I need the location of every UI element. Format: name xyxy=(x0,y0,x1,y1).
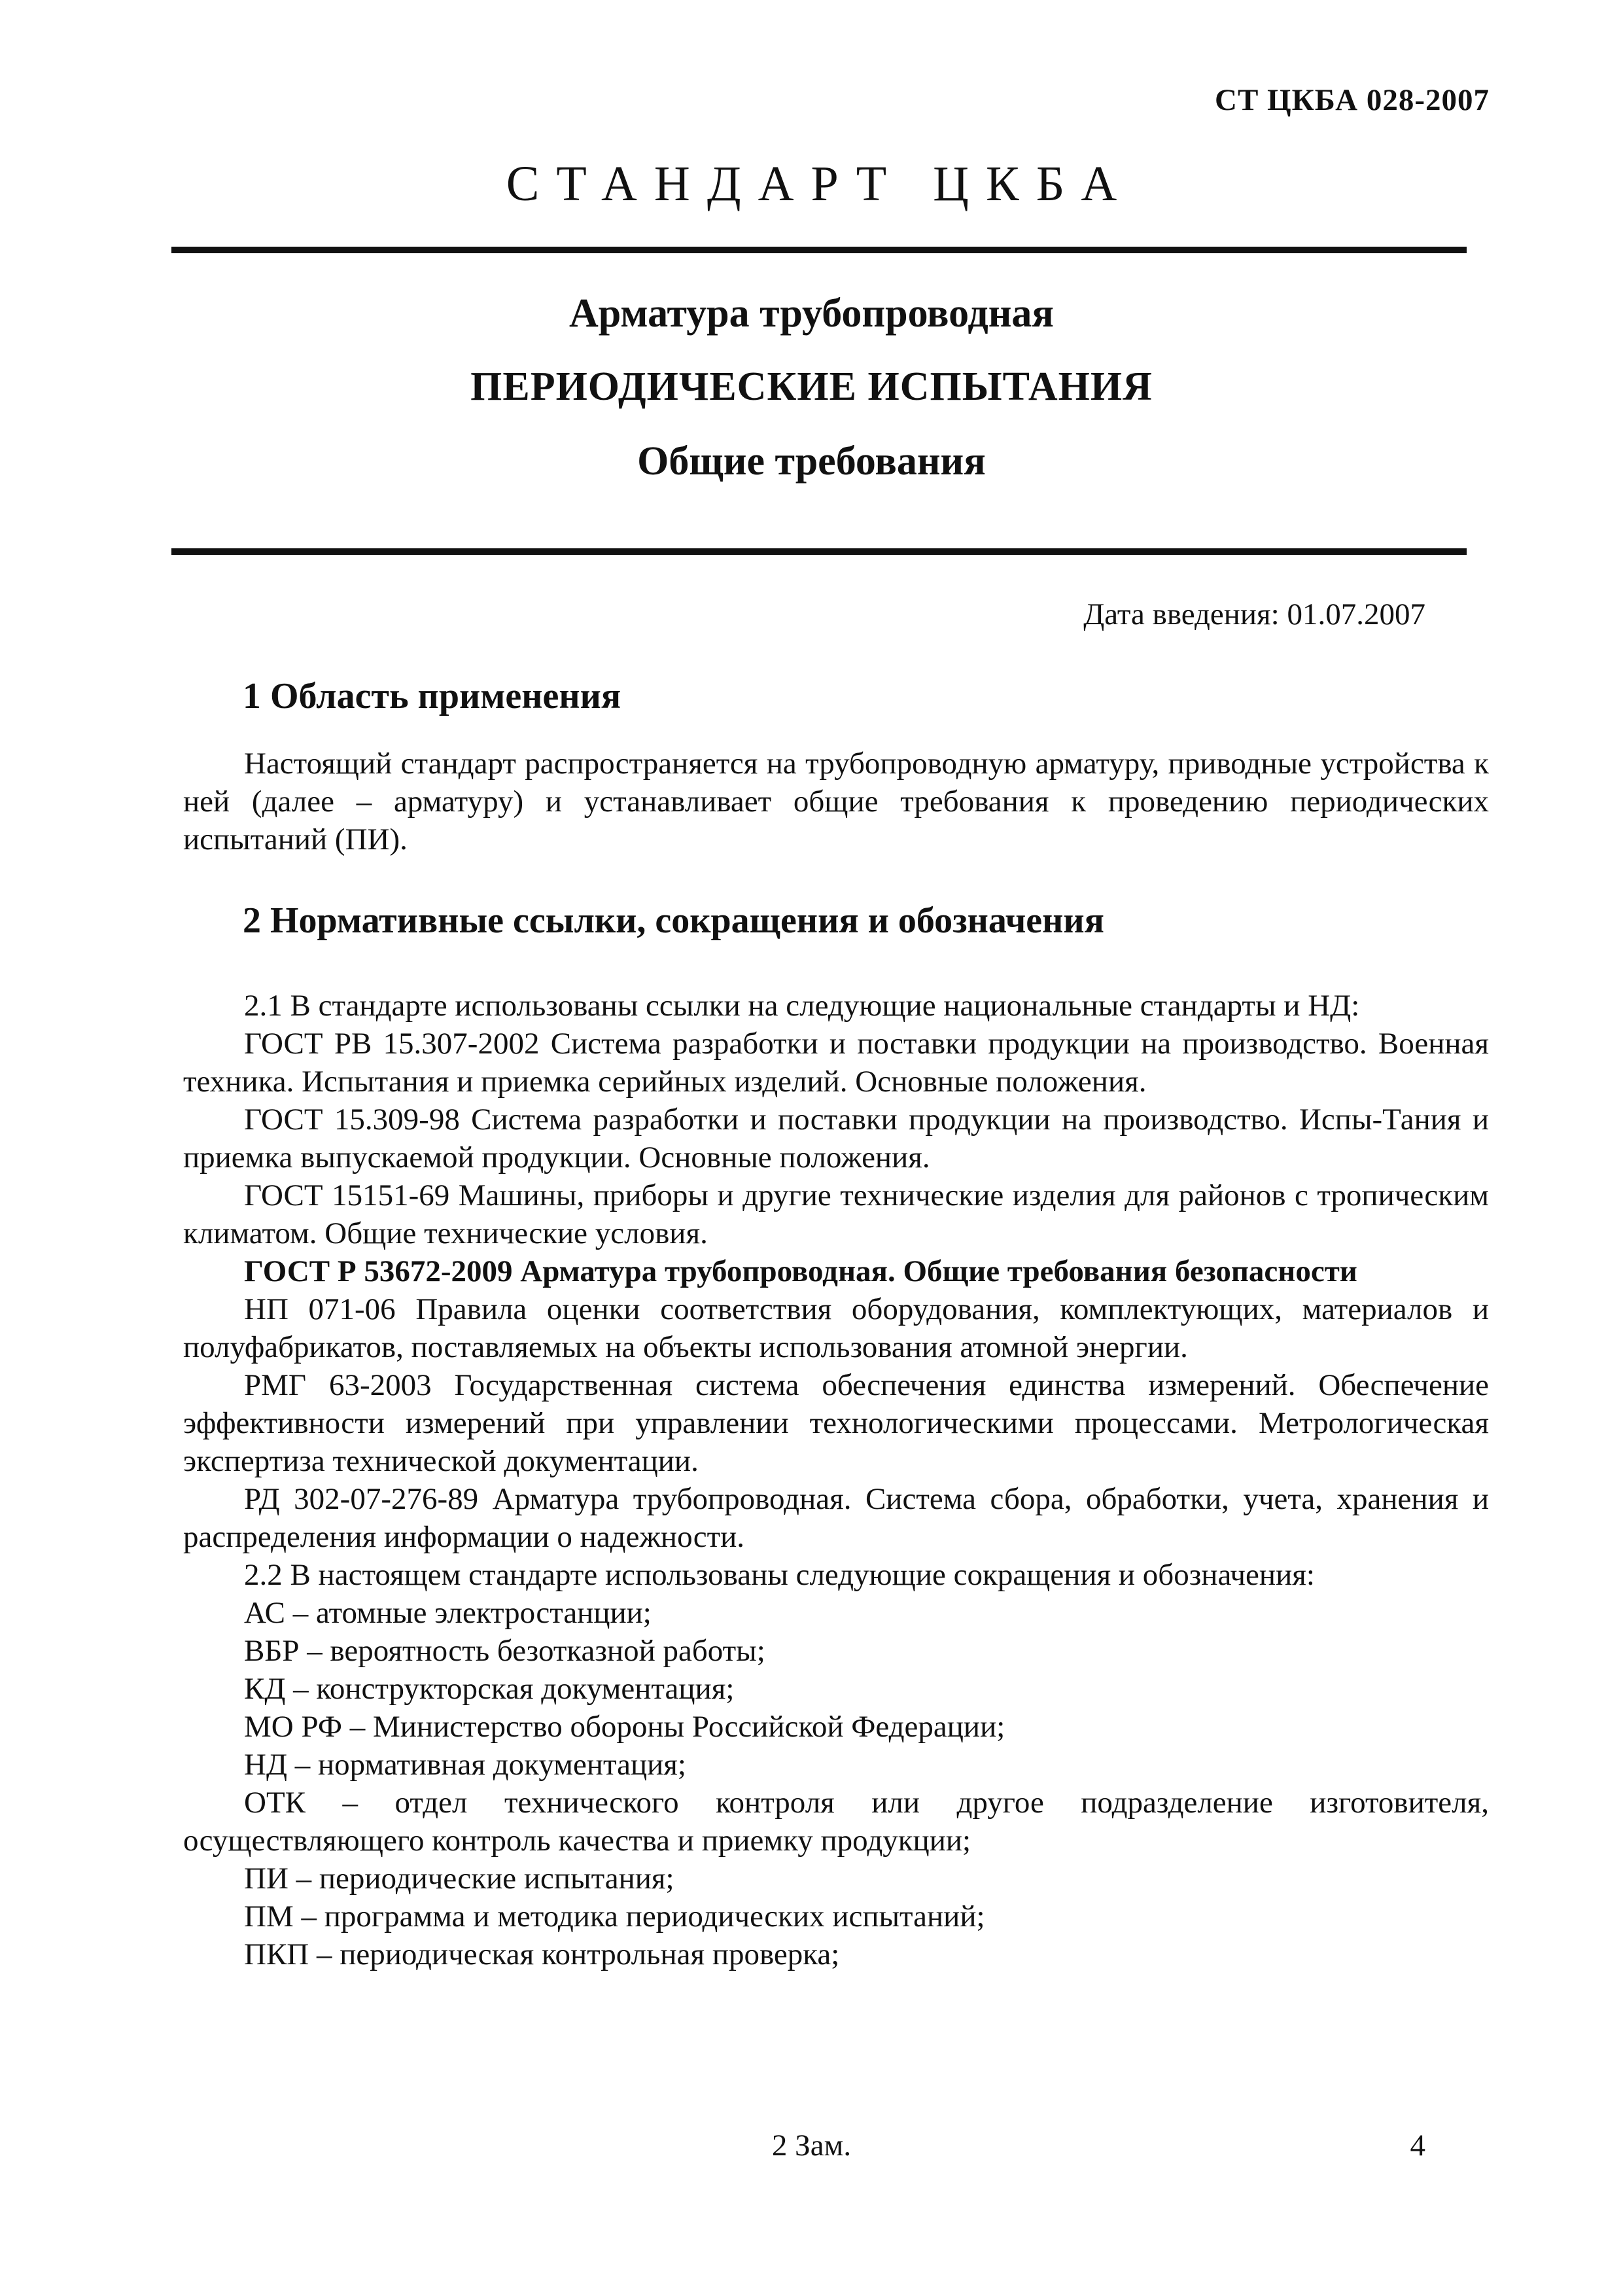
reference-item: РМГ 63-2003 Государственная система обеспечения единства измерений. Обеспечение эффективности измерений при управлении технологическими процессами. Метрологическая экспертиза технической документации. xyxy=(183,1368,1489,1478)
paragraph: 2.1 В стандарте использованы ссылки на следующие национальные стандарты и НД: xyxy=(244,989,1360,1023)
section-2-body xyxy=(183,987,1489,1973)
test-type-title: ПЕРИОДИЧЕСКИЕ ИСПЫТАНИЯ xyxy=(470,364,1153,409)
reference-item: НП 071-06 Правила оценки соответствия оборудования, комплектующих, материалов и полуфабрикатов, поставляемых на объекты использования атомной энергии. xyxy=(183,1292,1489,1364)
reference-item: ГОСТ Р 53672-2009 Арматура трубопроводная. Общие требования безопасности xyxy=(244,1254,1357,1288)
abbreviation-item: КД – конструкторская документация; xyxy=(244,1672,735,1706)
introduction-date: Дата введения: 01.07.2007 xyxy=(1083,597,1425,631)
reference-item: РД 302-07-276-89 Арматура трубопроводная. Система сбора, обработки, учета, хранения и распределения информации о надежности. xyxy=(183,1482,1489,1554)
paragraph: Настоящий стандарт распространяется на трубопроводную арматуру, приводные устройства к ней (далее – арматуру) и устанавливает общие требования к проведению периодических испытаний (ПИ). xyxy=(183,747,1489,857)
abbreviation-item: ПМ – программа и методика периодических испытаний; xyxy=(244,1899,985,1934)
section-2-heading: 2 Нормативные ссылки, сокращения и обозначения xyxy=(243,900,1104,941)
bottom-divider xyxy=(171,548,1467,555)
abbreviation-item: ОТК – отдел технического контроля или другое подразделение изготовителя, осуществляющего контроль качества и приемку продукции; xyxy=(183,1786,1489,1858)
abbreviation-item: МО РФ – Министерство обороны Российской Федерации; xyxy=(244,1710,1005,1744)
reference-item: ГОСТ 15151-69 Машины, приборы и другие технические изделия для районов с тропическим климатом. Общие технические условия. xyxy=(183,1178,1489,1250)
paragraph: 2.2 В настоящем стандарте использованы следующие сокращения и обозначения: xyxy=(244,1558,1315,1592)
abbreviation-item: ПКП – периодическая контрольная проверка; xyxy=(244,1937,840,1971)
reference-item: ГОСТ РВ 15.307-2002 Система разработки и поставки продукции на производство. Военная техника. Испытания и приемка серийных изделий. Основные положения. xyxy=(183,1027,1489,1099)
requirements-title: Общие требования xyxy=(637,439,986,484)
top-divider xyxy=(171,247,1467,253)
section-1-body xyxy=(183,745,1489,858)
product-title: Арматура трубопроводная xyxy=(569,291,1054,336)
abbreviation-item: АС – атомные электростанции; xyxy=(244,1596,652,1630)
abbreviation-item: НД – нормативная документация; xyxy=(244,1748,686,1782)
document-code: СТ ЦКБА 028-2007 xyxy=(1215,83,1490,117)
reference-item: ГОСТ 15.309-98 Система разработки и поставки продукции на производство. Испы-Тания и приемка выпускаемой продукции. Основные положения. xyxy=(183,1103,1489,1174)
abbreviation-item: ВБР – вероятность безотказной работы; xyxy=(244,1634,765,1668)
section-1-heading: 1 Область применения xyxy=(243,676,621,716)
standard-title: СТАНДАРТ ЦКБА xyxy=(506,156,1134,211)
page-number: 4 xyxy=(1410,2128,1425,2163)
abbreviation-item: ПИ – периодические испытания; xyxy=(244,1862,674,1896)
change-note: 2 Зам. xyxy=(771,2128,852,2163)
